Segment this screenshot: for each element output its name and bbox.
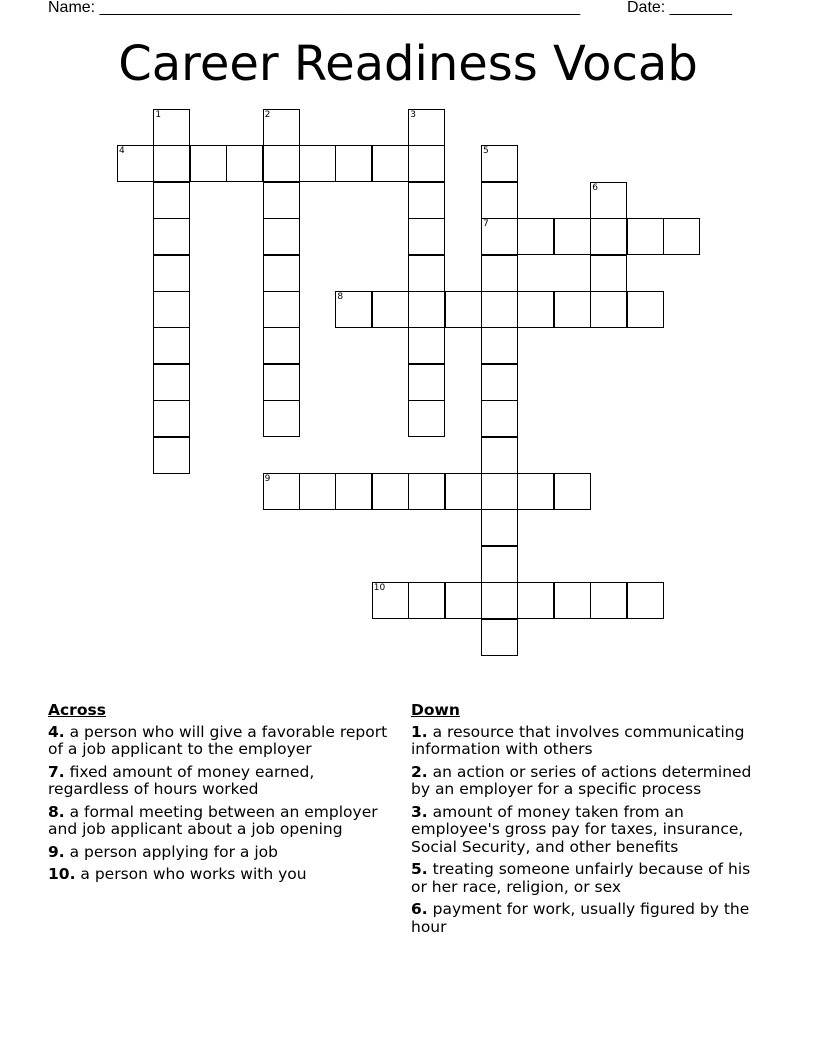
- grid-cell[interactable]: [263, 218, 300, 255]
- grid-cell[interactable]: [481, 546, 518, 583]
- grid-cell[interactable]: [153, 145, 190, 182]
- grid-cell[interactable]: [663, 218, 700, 255]
- down-clue: [411, 861, 756, 896]
- grid-cell[interactable]: [335, 473, 372, 510]
- grid-cell[interactable]: [408, 291, 445, 328]
- clue-number: 9.: [48, 842, 65, 861]
- grid-cell[interactable]: [481, 619, 518, 656]
- grid-cell[interactable]: [590, 218, 627, 255]
- grid-cell[interactable]: [481, 582, 518, 619]
- grid-number: 4: [119, 146, 125, 157]
- grid-cell[interactable]: [481, 509, 518, 546]
- clue-text: treating someone unfairly because of his or her race, religion, or sex: [411, 860, 751, 896]
- grid-cell[interactable]: [372, 473, 409, 510]
- grid-cell[interactable]: [263, 291, 300, 328]
- across-clue: [48, 724, 393, 759]
- grid-cell[interactable]: [554, 291, 591, 328]
- grid-cell[interactable]: [517, 218, 554, 255]
- down-clues: [411, 702, 756, 941]
- clue-number: 7.: [48, 762, 65, 781]
- grid-cell[interactable]: [517, 473, 554, 510]
- grid-cell[interactable]: [263, 473, 300, 510]
- grid-cell[interactable]: [153, 327, 190, 364]
- grid-cell[interactable]: [335, 291, 372, 328]
- grid-cell[interactable]: [554, 582, 591, 619]
- across-clue: [48, 844, 393, 862]
- grid-cell[interactable]: [590, 182, 627, 219]
- grid-cell[interactable]: [335, 145, 372, 182]
- grid-cell[interactable]: [372, 582, 409, 619]
- grid-cell[interactable]: [590, 582, 627, 619]
- grid-cell[interactable]: [445, 473, 482, 510]
- clue-text: a resource that involves communicating information with others: [411, 722, 745, 758]
- grid-cell[interactable]: [408, 255, 445, 292]
- grid-number: 5: [483, 146, 489, 157]
- name-line: Name: ______________________________________________________: [48, 0, 581, 16]
- grid-cell[interactable]: [299, 145, 336, 182]
- across-clue: [48, 804, 393, 839]
- grid-cell[interactable]: [153, 218, 190, 255]
- clue-number: 10.: [48, 865, 76, 883]
- grid-cell[interactable]: [481, 291, 518, 328]
- grid-cell[interactable]: [481, 255, 518, 292]
- clue-number: 8.: [48, 802, 65, 821]
- grid-number: 1: [155, 110, 162, 120]
- grid-cell[interactable]: [481, 437, 518, 474]
- grid-cell[interactable]: [263, 400, 300, 437]
- grid-number: 9: [264, 474, 271, 484]
- grid-cell[interactable]: [263, 364, 300, 401]
- grid-cell[interactable]: [153, 364, 190, 401]
- grid-cell[interactable]: [408, 582, 445, 619]
- grid-cell[interactable]: [627, 218, 664, 255]
- grid-cell[interactable]: [408, 218, 445, 255]
- grid-cell[interactable]: [372, 291, 409, 328]
- down-clue: [411, 764, 756, 799]
- down-heading: Down: [411, 701, 460, 719]
- grid-cell[interactable]: [590, 255, 627, 292]
- grid-cell[interactable]: [590, 291, 627, 328]
- grid-number: 2: [264, 110, 271, 120]
- clue-number: 4.: [48, 722, 65, 741]
- across-heading: Across: [48, 701, 106, 719]
- grid-cell[interactable]: [481, 473, 518, 510]
- down-clue: [411, 901, 756, 936]
- grid-cell[interactable]: [627, 582, 664, 619]
- grid-cell[interactable]: [263, 327, 300, 364]
- grid-number: 10: [373, 583, 386, 594]
- clue-text: a person applying for a job: [64, 842, 278, 861]
- grid-cell[interactable]: [263, 145, 300, 182]
- grid-cell[interactable]: [226, 145, 263, 182]
- across-clue: [48, 866, 393, 884]
- across-clues: [48, 702, 393, 889]
- grid-cell[interactable]: [408, 473, 445, 510]
- page-title: Career Readiness Vocab: [118, 36, 698, 92]
- grid-cell[interactable]: [517, 582, 554, 619]
- grid-cell[interactable]: [481, 182, 518, 219]
- grid-cell[interactable]: [481, 218, 518, 255]
- across-clue: [48, 764, 393, 799]
- grid-cell[interactable]: [263, 109, 300, 146]
- grid-cell[interactable]: [554, 218, 591, 255]
- grid-cell[interactable]: [408, 400, 445, 437]
- clue-text: a person who will give a favorable report of a job applicant to the employer: [48, 722, 388, 758]
- grid-cell[interactable]: [263, 255, 300, 292]
- grid-cell[interactable]: [263, 182, 300, 219]
- grid-number: 8: [337, 292, 344, 302]
- clue-text: a formal meeting between an employer and job applicant about a job opening: [48, 802, 378, 838]
- grid-cell[interactable]: [190, 145, 227, 182]
- clue-text: an action or series of actions determined by an employer for a specific process: [411, 762, 752, 798]
- grid-cell[interactable]: [299, 473, 336, 510]
- clue-number: 5.: [411, 860, 428, 878]
- grid-cell[interactable]: [627, 291, 664, 328]
- grid-cell[interactable]: [408, 145, 445, 182]
- date-line: Date: _______: [627, 0, 732, 16]
- grid-cell[interactable]: [445, 582, 482, 619]
- grid-cell[interactable]: [408, 364, 445, 401]
- grid-cell[interactable]: [153, 182, 190, 219]
- clue-number: 3.: [411, 802, 428, 821]
- grid-cell[interactable]: [408, 327, 445, 364]
- grid-number: 7: [483, 219, 489, 230]
- grid-cell[interactable]: [153, 109, 190, 146]
- grid-cell[interactable]: [481, 327, 518, 364]
- down-clue: [411, 724, 756, 759]
- grid-cell[interactable]: [117, 145, 154, 182]
- clue-text: a person who works with you: [75, 865, 307, 883]
- grid-cell[interactable]: [445, 291, 482, 328]
- grid-cell[interactable]: [153, 291, 190, 328]
- grid-cell[interactable]: [408, 182, 445, 219]
- grid-cell[interactable]: [153, 400, 190, 437]
- grid-cell[interactable]: [153, 255, 190, 292]
- clue-number: 6.: [411, 900, 428, 918]
- clue-text: amount of money taken from an employee's gross pay for taxes, insurance, Social Security, and other benefits: [411, 802, 744, 856]
- grid-number: 3: [410, 110, 416, 120]
- grid-cell[interactable]: [517, 291, 554, 328]
- clue-number: 2.: [411, 762, 428, 781]
- clue-text: fixed amount of money earned, regardless of hours worked: [48, 762, 315, 798]
- down-clue: [411, 804, 756, 857]
- grid-cell[interactable]: [481, 400, 518, 437]
- grid-cell[interactable]: [408, 109, 445, 146]
- down-clue-list: [411, 724, 756, 937]
- grid-cell[interactable]: [481, 364, 518, 401]
- grid-cell[interactable]: [372, 145, 409, 182]
- grid-cell[interactable]: [153, 437, 190, 474]
- grid-cell[interactable]: [481, 145, 518, 182]
- across-clue-list: [48, 724, 393, 884]
- grid-cell[interactable]: [554, 473, 591, 510]
- grid-number: 6: [592, 182, 598, 193]
- clue-number: 1.: [411, 722, 428, 741]
- clue-text: payment for work, usually figured by the hour: [411, 900, 750, 936]
